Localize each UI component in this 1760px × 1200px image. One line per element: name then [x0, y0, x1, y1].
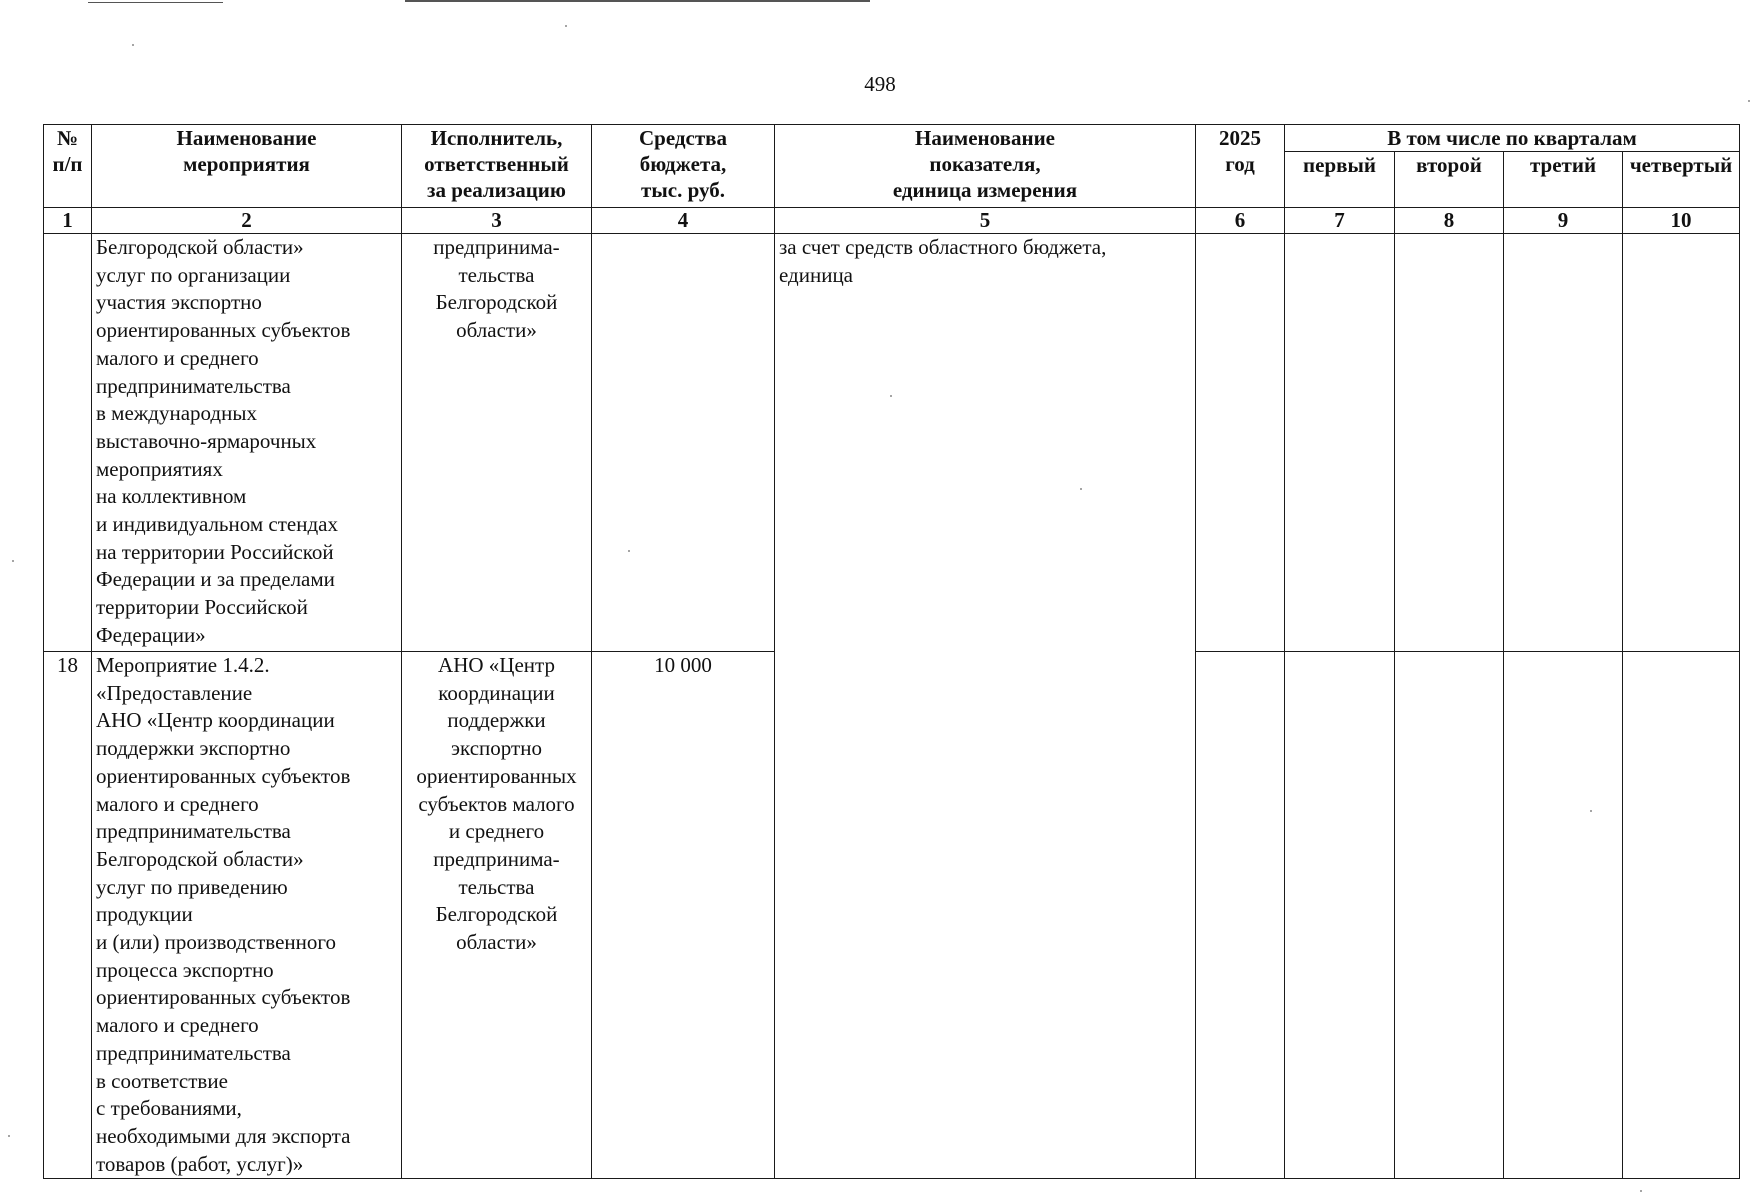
column-numbers-row — [44, 208, 1740, 234]
executor-cell: предпринима- тельства Белгородской области» — [402, 234, 592, 652]
header-year: 2025 год — [1196, 125, 1285, 208]
quarter-2-cell — [1395, 234, 1504, 652]
year-cell — [1196, 234, 1285, 652]
quarter-3-cell — [1504, 652, 1623, 1179]
header-quarter-3: третий — [1504, 152, 1623, 208]
header-budget: Средства бюджета, тыс. руб. — [592, 125, 775, 208]
header-quarter-2: второй — [1395, 152, 1504, 208]
scan-speck — [628, 550, 630, 552]
row-number — [44, 234, 92, 652]
table-row — [44, 234, 1740, 652]
column-number: 7 — [1285, 208, 1395, 234]
column-number: 2 — [92, 208, 402, 234]
budget-cell: 10 000 — [592, 652, 775, 1179]
quarter-4-cell — [1623, 234, 1740, 652]
column-number: 8 — [1395, 208, 1504, 234]
scan-speck — [1590, 810, 1592, 812]
event-name-cell: Мероприятие 1.4.2. «Предоставление АНО «Центр координации поддержки экспортно ориентированных субъектов малого и среднего предпринимательства Белгородской области» услуг по приведению продукции и (или) производственного процесса экспортно ориентированных субъектов малого и среднего предпринимательства в соответствие с требованиями, необходимыми для экспорта товаров (работ, услуг)» — [92, 652, 402, 1179]
scan-speck — [8, 1135, 10, 1137]
header-quarter-1: первый — [1285, 152, 1395, 208]
column-number: 1 — [44, 208, 92, 234]
scan-speck — [890, 395, 892, 397]
column-number: 3 — [402, 208, 592, 234]
header-indicator: Наименование показателя, единица измерения — [775, 125, 1196, 208]
column-number: 9 — [1504, 208, 1623, 234]
header-quarters-group: В том числе по кварталам — [1285, 125, 1740, 152]
quarter-2-cell — [1395, 652, 1504, 1179]
scan-artifact-line — [88, 2, 223, 3]
executor-cell: АНО «Центр координации поддержки экспортно ориентированных субъектов малого и среднего предпринима- тельства Белгородской области» — [402, 652, 592, 1179]
scan-speck — [1748, 100, 1750, 102]
row-number: 18 — [44, 652, 92, 1179]
header-executor: Исполнитель, ответственный за реализацию — [402, 125, 592, 208]
budget-cell — [592, 234, 775, 652]
events-table — [43, 124, 1740, 1179]
indicator-cell: за счет средств областного бюджета, единица — [775, 234, 1196, 1179]
scan-speck — [565, 25, 567, 27]
scan-speck — [1640, 1190, 1642, 1192]
quarter-3-cell — [1504, 234, 1623, 652]
scan-artifact-line — [405, 0, 870, 2]
column-number: 4 — [592, 208, 775, 234]
header-quarter-4: четвертый — [1623, 152, 1740, 208]
column-number: 5 — [775, 208, 1196, 234]
header-number: № п/п — [44, 125, 92, 208]
quarter-4-cell — [1623, 652, 1740, 1179]
quarter-1-cell — [1285, 652, 1395, 1179]
year-cell — [1196, 652, 1285, 1179]
quarter-1-cell — [1285, 234, 1395, 652]
event-name-cell: Белгородской области» услуг по организации участия экспортно ориентированных субъектов малого и среднего предпринимательства в международных выставочно-ярмарочных мероприятиях на коллективном и индивидуальном стендах на территории Российской Федерации и за пределами территории Российской Федерации» — [92, 234, 402, 652]
scan-speck — [12, 560, 14, 562]
column-number: 6 — [1196, 208, 1285, 234]
header-row — [44, 125, 1740, 152]
column-number: 10 — [1623, 208, 1740, 234]
header-event-name: Наименование мероприятия — [92, 125, 402, 208]
scan-speck — [1080, 488, 1082, 490]
scan-speck — [132, 44, 134, 46]
page-number: 498 — [864, 72, 896, 96]
